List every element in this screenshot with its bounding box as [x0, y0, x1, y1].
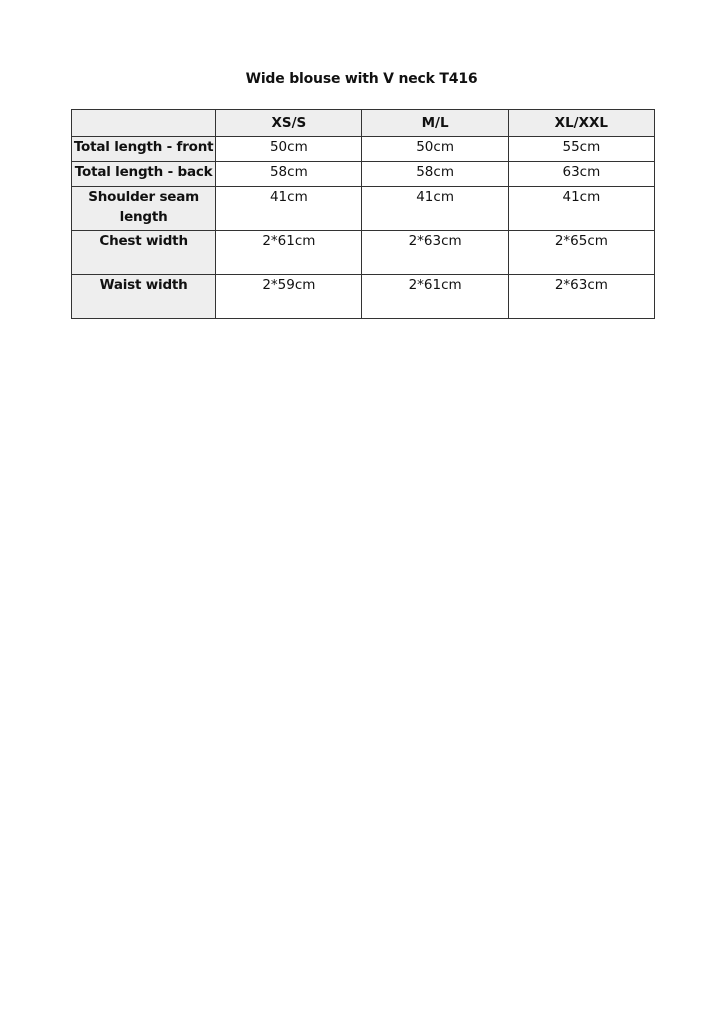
row-label: Total length - back: [72, 162, 216, 187]
header-corner-cell: [72, 110, 216, 137]
table-row: [72, 231, 655, 275]
table-cell: 63cm: [508, 162, 654, 187]
table-cell: 2*63cm: [508, 275, 654, 319]
table-row: [72, 187, 655, 231]
table-cell: 2*61cm: [216, 231, 362, 275]
header-size-m-l: M/L: [362, 110, 508, 137]
table-row: [72, 275, 655, 319]
table-cell: 41cm: [216, 187, 362, 231]
table-cell: 50cm: [362, 137, 508, 162]
table-row: [72, 162, 655, 187]
table-row: [72, 137, 655, 162]
row-label: Chest width: [72, 231, 216, 275]
table-cell: 58cm: [362, 162, 508, 187]
row-label: Shoulder seam length: [72, 187, 216, 231]
row-label: Total length - front: [72, 137, 216, 162]
table-cell: 55cm: [508, 137, 654, 162]
table-cell: 2*63cm: [362, 231, 508, 275]
header-size-xl-xxl: XL/XXL: [508, 110, 654, 137]
row-label: Waist width: [72, 275, 216, 319]
table-cell: 2*61cm: [362, 275, 508, 319]
page-title: Wide blouse with V neck T416: [245, 71, 478, 87]
table-header-row: [72, 110, 655, 137]
table-cell: 41cm: [362, 187, 508, 231]
table-cell: 2*65cm: [508, 231, 654, 275]
header-size-xs-s: XS/S: [216, 110, 362, 137]
table-cell: 2*59cm: [216, 275, 362, 319]
table-cell: 58cm: [216, 162, 362, 187]
table-cell: 50cm: [216, 137, 362, 162]
size-chart-table: [71, 109, 655, 319]
table-cell: 41cm: [508, 187, 654, 231]
